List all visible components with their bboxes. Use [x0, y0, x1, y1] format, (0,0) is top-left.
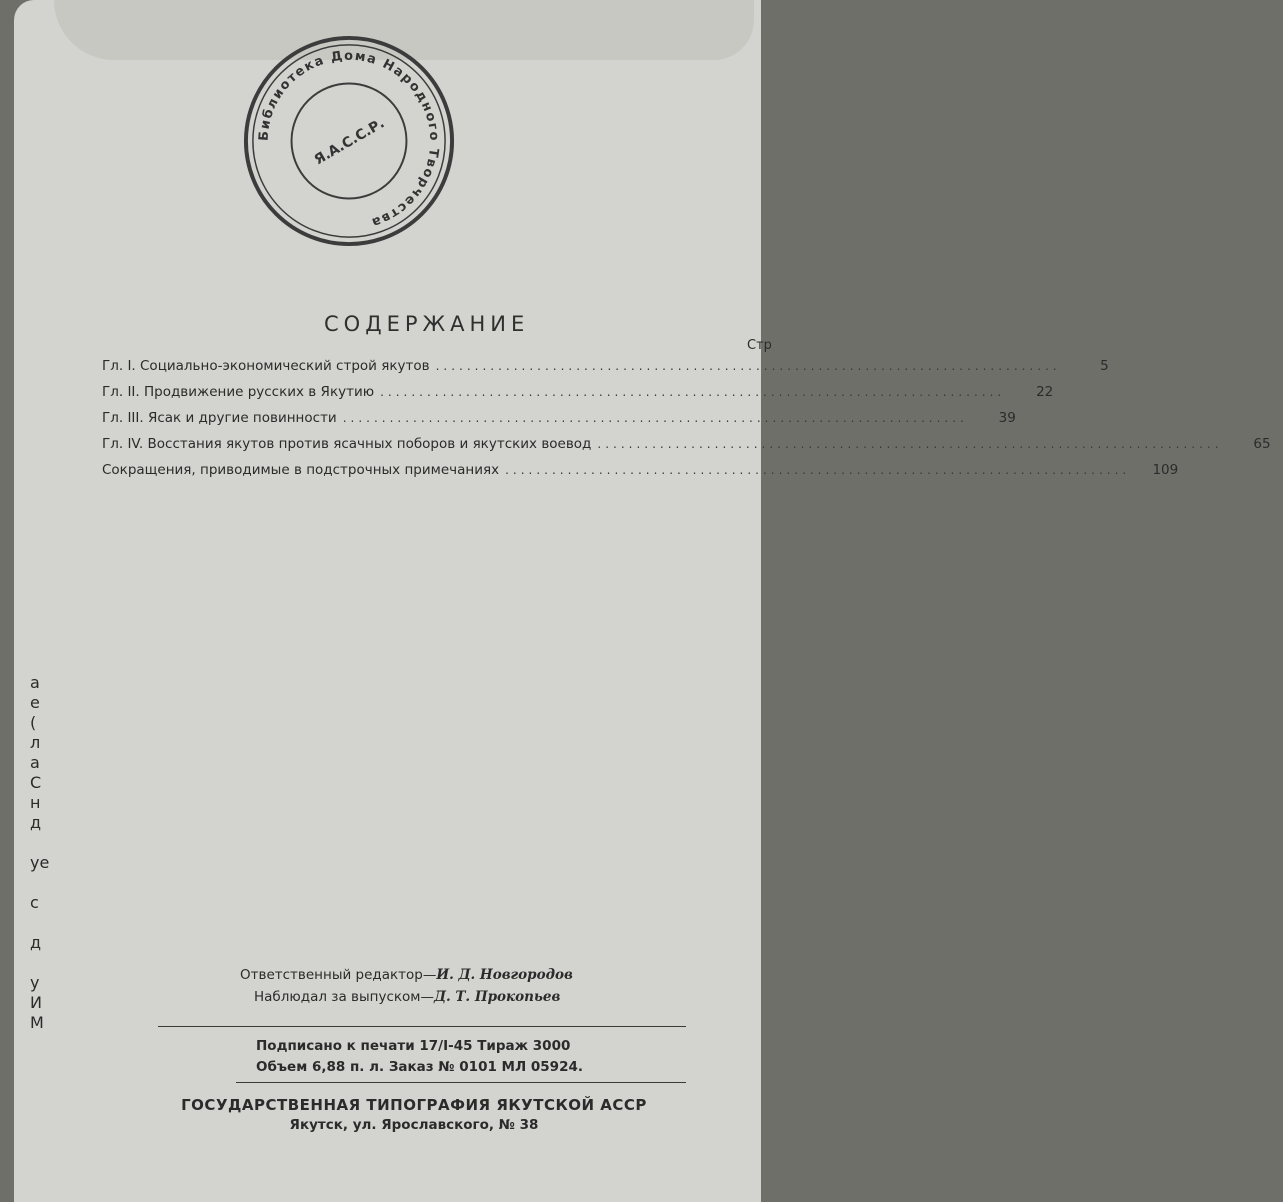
- toc-entry-page: 109: [1152, 462, 1179, 478]
- margin-fragment: д: [30, 813, 42, 832]
- editor-line: [240, 964, 573, 986]
- margin-fragment: е: [30, 693, 40, 712]
- toc-heading: СОДЕРЖАНИЕ: [324, 312, 530, 336]
- toc-entry: [102, 410, 1016, 436]
- margin-fragment: л: [30, 733, 41, 752]
- margin-fragment: у: [30, 973, 40, 992]
- toc-entry-page: 5: [1100, 358, 1109, 374]
- margin-fragment: а: [30, 753, 40, 772]
- toc-entry-page: 22: [1036, 384, 1054, 400]
- toc-leader-dots: ................................................................................: [597, 437, 1223, 451]
- margin-fragment: [30, 910, 52, 930]
- stamp-outer-text: Библиотека Дома Народного Творчества: [256, 48, 442, 231]
- margin-fragment: С: [30, 773, 42, 792]
- margin-fragment: с: [30, 893, 39, 912]
- margin-fragment: [30, 830, 52, 850]
- divider-rule: [236, 1082, 686, 1083]
- margin-fragment: д: [30, 933, 42, 952]
- toc-entry-title: Гл. I. Социально-экономический строй якутов: [102, 358, 430, 374]
- margin-fragment: И: [30, 993, 42, 1012]
- margin-fragment: уе: [30, 853, 50, 872]
- margin-fragment: н: [30, 793, 41, 812]
- divider-rule: [158, 1026, 686, 1027]
- supervisor-name: Д. Т. Прокопьев: [433, 989, 561, 1005]
- toc-leader-dots: ................................................................................: [342, 411, 968, 425]
- margin-fragment: [30, 950, 52, 970]
- toc-entry-page: 65: [1253, 436, 1271, 452]
- toc-entry-title: Гл. II. Продвижение русских в Якутию: [102, 384, 375, 400]
- editor-label: Ответственный редактор—: [240, 967, 437, 983]
- margin-fragment: а: [30, 673, 40, 692]
- toc-entry-title: Сокращения, приводимые в подстрочных примечаниях: [102, 462, 500, 478]
- toc-leader-dots: ................................................................................: [505, 463, 1131, 477]
- toc-entry: [102, 358, 1109, 384]
- book-page: [14, 0, 1271, 1202]
- toc-entry: [102, 436, 1271, 462]
- margin-fragment: М: [30, 1013, 44, 1032]
- margin-text-fragments: [30, 670, 52, 1030]
- toc-entry: [102, 384, 1054, 410]
- print-info-line-2: Объем 6,88 п. л. Заказ № 0101 МЛ 05924.: [256, 1059, 583, 1075]
- printing-house-name: ГОСУДАРСТВЕННАЯ ТИПОГРАФИЯ ЯКУТСКОЙ АССР: [181, 1096, 647, 1114]
- toc-leader-dots: ................................................................................: [380, 385, 1006, 399]
- margin-fragment: [30, 870, 52, 890]
- editor-name: И. Д. Новгородов: [436, 967, 573, 983]
- library-stamp: [240, 32, 458, 250]
- stamp-inner-text: Я.А.С.С.Р.: [311, 115, 388, 169]
- margin-fragment: (: [30, 713, 37, 732]
- imprint-block: [240, 964, 573, 1008]
- toc-entry: [102, 462, 1179, 488]
- printing-house-address: Якутск, ул. Ярославского, № 38: [289, 1117, 539, 1133]
- print-info-line-1: Подписано к печати 17/I-45 Тираж 3000: [256, 1038, 571, 1054]
- table-of-contents: [102, 358, 1271, 488]
- supervisor-line: [240, 986, 573, 1008]
- toc-leader-dots: ................................................................................: [435, 359, 1061, 373]
- toc-entry-page: 39: [998, 410, 1016, 426]
- toc-entry-title: Гл. IV. Восстания якутов против ясачных поборов и якутских воевод: [102, 436, 592, 452]
- supervisor-label: Наблюдал за выпуском—: [254, 989, 434, 1005]
- printing-house: [174, 1096, 654, 1133]
- toc-entry-title: Гл. III. Ясак и другие повинности: [102, 410, 337, 426]
- print-info: [256, 1036, 583, 1078]
- page-column-label: Стр: [747, 338, 772, 353]
